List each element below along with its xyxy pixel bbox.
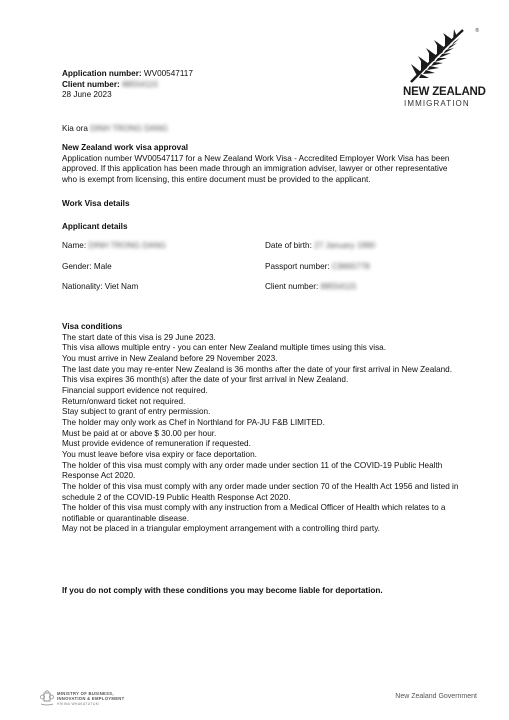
mbie-line1: MINISTRY OF BUSINESS, (57, 691, 114, 696)
dob-label: Date of birth: (265, 241, 312, 250)
nz-immigration-logo (399, 28, 486, 132)
greeting (62, 124, 168, 133)
visa-conditions-title: Visa conditions (62, 322, 123, 331)
condition-item: The holder of this visa must comply with any order made under section 70 of the Health Act 1956 and listed in schedule 2 of the COVID-19 Public Health Response Act 2020. (62, 481, 459, 502)
client-number-label: Client number: (62, 79, 120, 89)
visa-conditions (62, 322, 462, 535)
greeting-prefix: Kia ora (62, 124, 88, 133)
condition-item: Stay subject to grant of entry permission. (62, 407, 211, 417)
coat-of-arms-icon (40, 690, 54, 706)
condition-item: This visa expires 36 month(s) after the date of your first arrival in New Zealand. (62, 375, 349, 385)
dob-value: 27 January 1990 (314, 241, 376, 250)
condition-item: You must leave before visa expiry or face deportation. (62, 449, 257, 459)
name-label: Name: (62, 241, 87, 250)
condition-item: You must arrive in New Zealand before 29 November 2023. (62, 353, 278, 363)
mbie-line2: INNOVATION & EMPLOYMENT (57, 696, 125, 701)
nationality-row (62, 282, 138, 291)
condition-item: The holder of this visa must comply with any instruction from a Medical Officer of Health which relates to a notifiable or quarantinable disease. (62, 503, 446, 523)
silver-fern-icon (407, 28, 465, 84)
condition-item: The last date you may re-enter New Zealand is 36 months after the date of your first arrival in New Zealand. (62, 364, 453, 374)
applicant-details-title: Applicant details (62, 222, 128, 231)
client-value: 88554115 (320, 282, 357, 291)
greeting-name: DINH TRONG DANG (90, 124, 168, 133)
approval-title: New Zealand work visa approval (62, 143, 189, 152)
name-value: DINH TRONG DANG (88, 241, 167, 250)
passport-row (265, 262, 370, 271)
mbie-subtitle: HĪKINA WHAKATUTUKI (57, 702, 100, 706)
condition-item: The holder of this visa must comply with any order made under section 11 of the COVID-19 Public Health Response Act 2020. (62, 460, 443, 481)
nationality-label: Nationality: (62, 282, 103, 291)
registered-mark: ® (475, 28, 479, 34)
app-number-value: WV00547117 (143, 69, 193, 78)
nationality-value: Viet Nam (104, 282, 139, 291)
condition-item: The start date of this visa is 29 June 2023. (62, 332, 216, 342)
name-row (62, 241, 166, 250)
passport-value: C9665778 (331, 262, 370, 271)
condition-item: Financial support evidence not required. (62, 385, 208, 395)
letter-header (62, 69, 193, 101)
gender-label: Gender: (62, 262, 92, 271)
condition-item: Must be paid at or above $ 30.00 per hour. (62, 428, 217, 438)
client-label: Client number: (265, 282, 319, 291)
gender-value: Male (93, 262, 112, 271)
condition-item: May not be placed in a triangular employment arrangement with a controlling third party. (62, 524, 380, 534)
logo-subtitle: IMMIGRATION (404, 99, 470, 108)
nz-government-logo: New Zealand Government (395, 693, 477, 700)
approval-section (62, 143, 462, 185)
mbie-footer-logo (40, 690, 180, 708)
passport-label: Passport number: (265, 262, 330, 271)
condition-item: This visa allows multiple entry - you can enter New Zealand multiple times using this visa. (62, 343, 386, 353)
condition-item: The holder may only work as Chef in Northland for PA-JU F&B LIMITED. (62, 417, 325, 427)
condition-item: Return/onward ticket not required. (62, 396, 186, 406)
gender-row (62, 262, 112, 271)
logo-title: NEW ZEALAND (403, 86, 486, 98)
approval-body: Application number WV00547117 for a New Zealand Work Visa - Accredited Employer Work Visa has been approved. If this application has been made through an immigration adviser, lawyer or other representative who is exempt from licensing, this entire document must be provided to the applicant. (62, 153, 450, 184)
client-row (265, 282, 356, 291)
letter-date: 28 June 2023 (62, 90, 112, 100)
client-number-value: 88554115 (122, 79, 158, 89)
dob-row (265, 241, 375, 250)
condition-item: Must provide evidence of remuneration if requested. (62, 439, 251, 449)
work-visa-details-title: Work Visa details (62, 199, 130, 208)
deportation-warning: If you do not comply with these conditions you may become liable for deportation. (62, 586, 383, 595)
app-number-label: Application number: (62, 69, 142, 78)
